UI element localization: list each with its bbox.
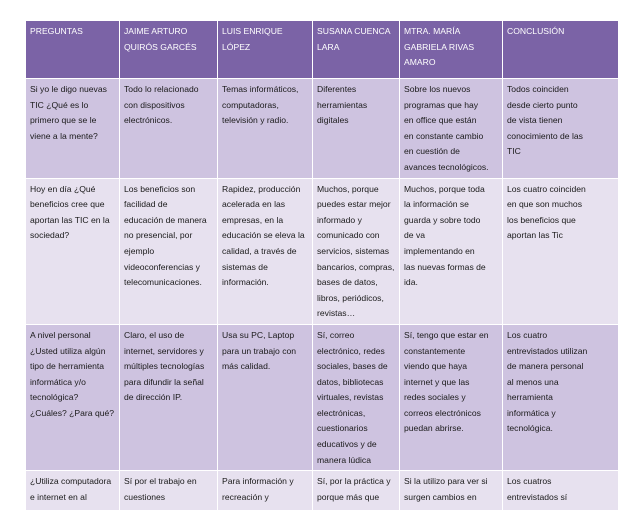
table-cell: Los cuatros entrevistados sí	[503, 471, 619, 511]
table-cell: Rapidez, producción acelerada en las empresas, en la educación se eleva la calidad, a través de sistemas de información.	[218, 178, 313, 324]
header-maria: MTRA. MARÍA GABRIELA RIVAS AMARO	[400, 21, 503, 79]
table-cell: Los beneficios son facilidad de educación de manera no presencial, por ejemplo videoconferencias y telecomunicaciones.	[120, 178, 218, 324]
table-cell: Sí, tengo que estar en constantemente viendo que haya internet y que las redes sociales y correos electrónicos puedan abrirse.	[400, 324, 503, 470]
table-cell: Temas informáticos, computadoras, televisión y radio.	[218, 79, 313, 179]
table-cell: Si la utilizo para ver si surgen cambios en	[400, 471, 503, 511]
table-cell: Sí, correo electrónico, redes sociales, bases de datos, bibliotecas virtuales, revistas electrónicas, cuestionarios educativos y de manera lúdica	[313, 324, 400, 470]
header-luis: LUIS ENRIQUE LÓPEZ	[218, 21, 313, 79]
header-susana: SUSANA CUENCA LARA	[313, 21, 400, 79]
table-cell: Los cuatro coinciden en que son muchos los beneficios que aportan las Tic	[503, 178, 619, 324]
table-cell: Diferentes herramientas digitales	[313, 79, 400, 179]
table-cell: Los cuatro entrevistados utilizan de manera personal al menos una herramienta informática y tecnológica.	[503, 324, 619, 470]
table-cell: Usa su PC, Laptop para un trabajo con más calidad.	[218, 324, 313, 470]
table-cell: Todos coinciden desde cierto punto de vista tienen conocimiento de las TIC	[503, 79, 619, 179]
table-cell: Todo lo relacionado con dispositivos electrónicos.	[120, 79, 218, 179]
table-cell: Claro, el uso de internet, servidores y múltiples tecnologías para difundir la señal de dirección IP.	[120, 324, 218, 470]
table-cell: A nivel personal ¿Usted utiliza algún tipo de herramienta informática y/o tecnológica? ¿Cuáles? ¿Para qué?	[26, 324, 120, 470]
header-row	[26, 21, 619, 79]
table-row	[26, 471, 619, 511]
table-cell: Muchos, porque toda la información se guarda y sobre todo de va implementando en las nuevas formas de ida.	[400, 178, 503, 324]
table-cell: ¿Utiliza computadora e internet en al	[26, 471, 120, 511]
interview-table	[25, 20, 619, 511]
table-row	[26, 178, 619, 324]
table-cell: Muchos, porque puedes estar mejor informado y comunicado con servicios, sistemas bancarios, compras, bases de datos, libros, periódicos, revistas…	[313, 178, 400, 324]
table-cell: Sobre los nuevos programas que hay en office que están en constante cambio en cuestión de avances tecnológicos.	[400, 79, 503, 179]
header-preguntas: PREGUNTAS	[26, 21, 120, 79]
table-cell: Hoy en día ¿Qué beneficios cree que aportan las TIC en la sociedad?	[26, 178, 120, 324]
table-cell: Para información y recreación y	[218, 471, 313, 511]
table-cell: Sí por el trabajo en cuestiones	[120, 471, 218, 511]
table-cell: Si yo le digo nuevas TIC ¿Qué es lo primero que se le viene a la mente?	[26, 79, 120, 179]
table-row	[26, 79, 619, 179]
header-conclusion: CONCLUSIÓN	[503, 21, 619, 79]
table-row	[26, 324, 619, 470]
header-jaime: JAIME ARTURO QUIRÓS GARCÉS	[120, 21, 218, 79]
table-cell: Sí, por la práctica y porque más que	[313, 471, 400, 511]
